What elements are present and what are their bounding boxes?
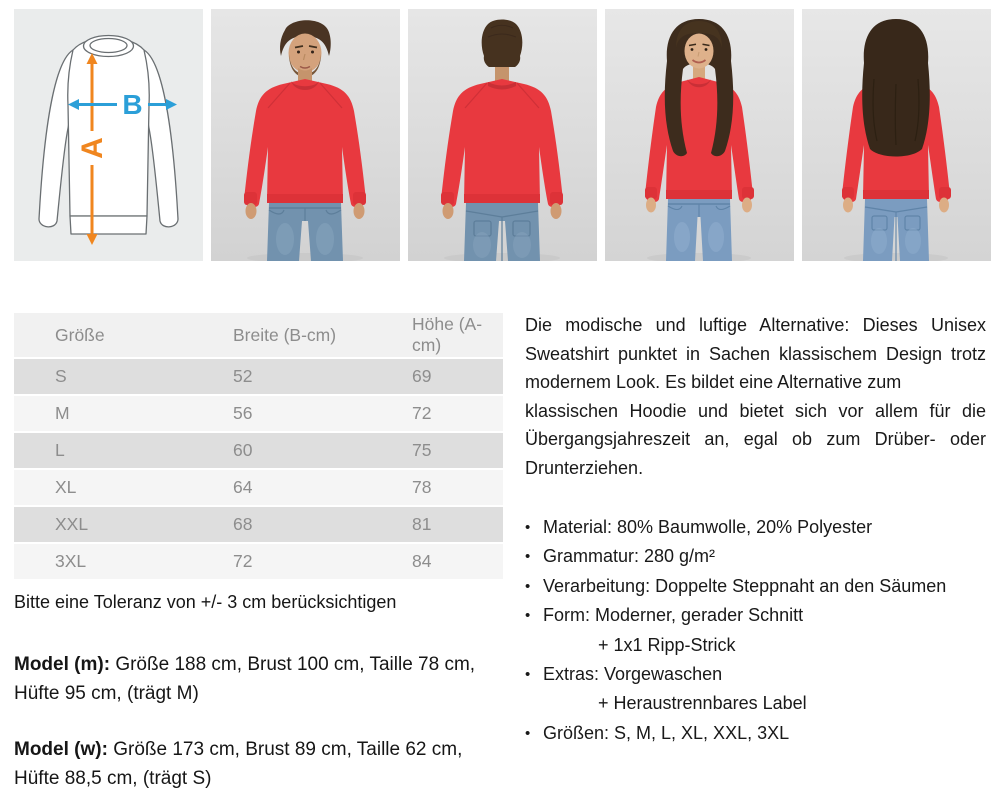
breite-cell: 64 (232, 470, 411, 505)
tolerance-note: Bitte eine Toleranz von +/- 3 cm berücksichtigen (14, 592, 397, 612)
size-cell: XL (14, 470, 232, 505)
red-sweatshirt (645, 77, 753, 202)
hoehe-cell: 81 (411, 507, 503, 542)
breite-cell: 56 (232, 396, 411, 431)
female-back-photo (802, 9, 991, 261)
hoehe-cell: 84 (411, 544, 503, 579)
feature-list (525, 513, 986, 748)
breite-cell: 60 (232, 433, 411, 468)
breite-cell: 72 (232, 544, 411, 579)
feature-grammatur: Grammatur: 280 g/m² (543, 546, 716, 567)
model-w-info (14, 735, 493, 792)
bullet-icon: • (525, 519, 531, 536)
bullet-icon: • (525, 666, 531, 684)
photo-model-female-front[interactable] (605, 9, 794, 261)
table-row (14, 433, 503, 468)
description-column (525, 311, 986, 792)
table-row (14, 470, 503, 505)
size-diagram-image[interactable] (14, 9, 203, 261)
feature-form: Form: Moderner, gerader Schnitt (543, 605, 804, 626)
col-header-groesse: Größe (14, 313, 232, 357)
hoehe-cell: 75 (411, 433, 503, 468)
photo-model-male-front[interactable] (211, 9, 400, 261)
feature-material: Material: 80% Baumwolle, 20% Polyester (543, 517, 873, 537)
bullet-icon: • (525, 724, 531, 742)
size-cell: M (14, 396, 232, 431)
list-item (525, 572, 986, 601)
hoehe-cell: 69 (411, 359, 503, 394)
breite-cell: 68 (232, 507, 411, 542)
feature-verarbeitung: Verarbeitung: Doppelte Steppnaht an den Säumen (543, 575, 947, 596)
size-table (14, 311, 503, 581)
size-table-header-row (14, 313, 503, 357)
bullet-icon: • (525, 577, 531, 595)
list-item-continuation: + Heraustrennbares Label (598, 693, 807, 714)
female-front-photo (605, 9, 794, 261)
description-line: modernem Look. Es bildet eine Alternative zum (525, 372, 902, 392)
table-row (14, 359, 503, 394)
product-description (525, 311, 986, 482)
hoehe-cell: 72 (411, 396, 503, 431)
table-row (14, 544, 503, 579)
male-front-photo (211, 9, 400, 261)
label-b: B (122, 89, 143, 120)
size-cell: S (14, 359, 232, 394)
hoehe-cell: 78 (411, 470, 503, 505)
sweatshirt-measurement-diagram-icon (14, 9, 203, 261)
col-header-breite: Breite (B-cm) (232, 313, 411, 357)
list-item-continuation: + 1x1 Ripp-Strick (598, 634, 736, 655)
hair (482, 20, 523, 68)
bullet-icon: • (525, 607, 531, 625)
description-line: Sweatshirt punktet in Sachen klassischem Design trotz (525, 343, 986, 364)
list-item (525, 660, 986, 689)
bullet-icon: • (525, 548, 531, 566)
size-cell: 3XL (14, 544, 232, 579)
list-item (525, 513, 986, 542)
feature-groessen: Größen: S, M, L, XL, XXL, 3XL (543, 722, 790, 743)
breite-cell: 52 (232, 359, 411, 394)
model-m-label: Model (m): (14, 654, 111, 675)
model-m-info (14, 650, 493, 708)
model-w-label: Model (w): (14, 739, 108, 760)
product-image-gallery (14, 9, 991, 261)
list-item (525, 542, 986, 571)
face (289, 34, 322, 73)
size-cell: XXL (14, 507, 232, 542)
model-w-text: Größe 173 cm, Brust 89 cm, Taille 62 cm, Hüfte 88,5 cm, (trägt S) (14, 739, 463, 789)
table-row (14, 507, 503, 542)
feature-extras: Extras: Vorgewaschen (543, 664, 723, 685)
list-item (525, 719, 986, 748)
description-line: klassischen Hoodie und bietet sich vor allem für die (525, 400, 986, 421)
model-m-text: Größe 188 cm, Brust 100 cm, Taille 78 cm, Hüfte 95 cm, (trägt M) (14, 654, 476, 704)
size-cell: L (14, 433, 232, 468)
description-line: Die modische und luftige Alternative: Dieses Unisex (525, 315, 986, 335)
photo-model-female-back[interactable] (802, 9, 991, 261)
table-row (14, 396, 503, 431)
product-info (14, 311, 986, 792)
photo-model-male-back[interactable] (408, 9, 597, 261)
description-line: Drunterziehen. (525, 457, 644, 478)
col-header-hoehe: Höhe (A-cm) (411, 313, 503, 357)
list-item (525, 601, 986, 630)
size-info-column (14, 311, 503, 792)
male-back-photo (408, 9, 597, 261)
description-line: Übergangsjahreszeit an, egal ob zum Drüber- oder (525, 429, 986, 449)
label-a: A (76, 137, 109, 159)
